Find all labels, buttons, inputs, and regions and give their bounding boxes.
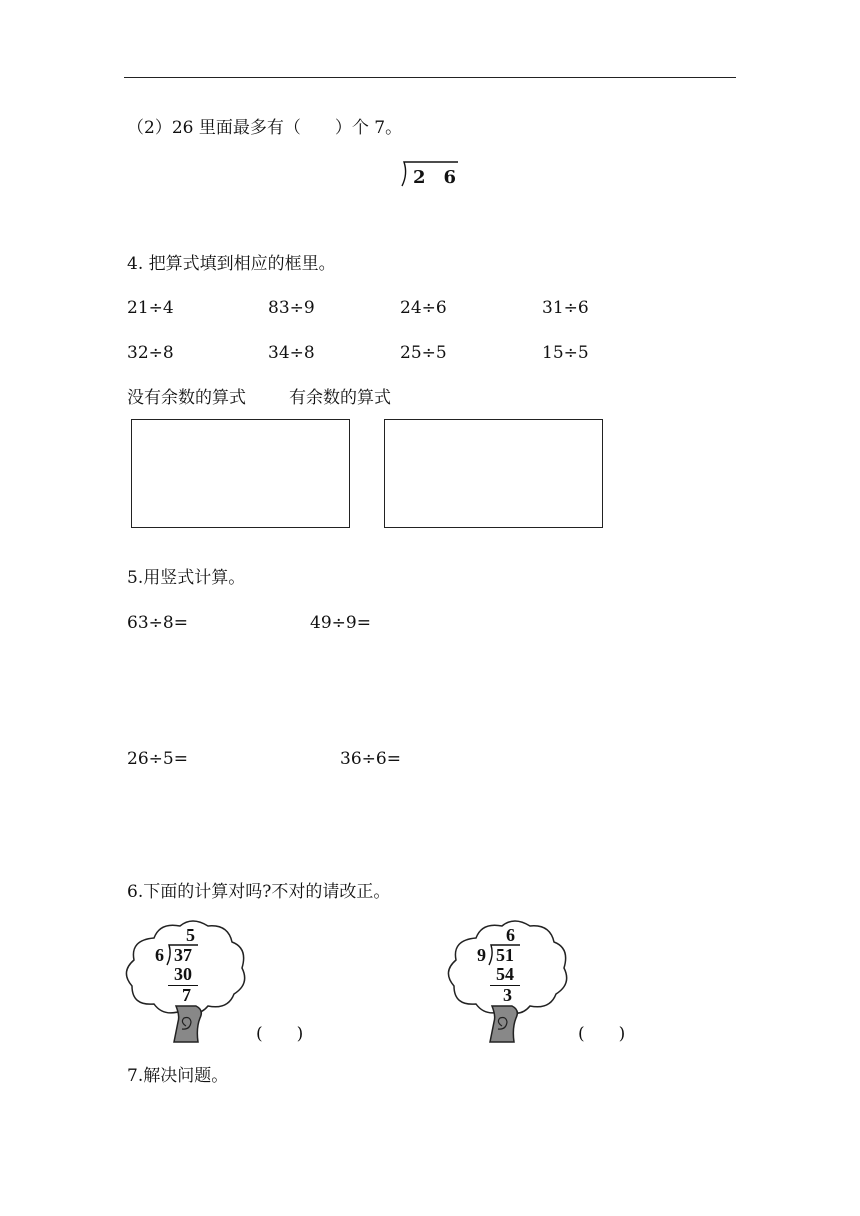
q6-title: 6.下面的计算对吗?不对的请改正。 [127,882,391,902]
expr: 21÷4 [127,298,174,318]
quotient: 6 [506,925,515,945]
divisor: 9 [477,945,486,965]
quotient: 5 [186,925,195,945]
dividend: 37 [174,945,192,965]
expr: 31÷6 [542,298,589,318]
product: 30 [174,964,192,984]
box-label-no-remainder: 没有余数的算式 [127,388,246,408]
q4-title: 4. 把算式填到相应的框里。 [127,254,336,274]
problem: 63÷8= [127,613,188,633]
expr: 83÷9 [268,298,315,318]
header-rule [124,77,736,78]
division-dividend: 2 6 [413,167,457,188]
problem: 49÷9= [310,613,371,633]
problem: 26÷5= [127,749,188,769]
expr: 24÷6 [400,298,447,318]
remainder: 7 [182,985,191,1005]
answer-blank-left[interactable]: ( ) [256,1024,304,1044]
box-label-with-remainder: 有余数的算式 [289,388,391,408]
dividend: 51 [496,945,514,965]
expr: 25÷5 [400,343,447,363]
problem: 36÷6= [340,749,401,769]
q5-title: 5.用竖式计算。 [127,568,246,588]
expr: 34÷8 [268,343,315,363]
product: 54 [496,964,514,984]
divisor: 6 [155,945,164,965]
answer-box-with-remainder[interactable] [384,419,603,528]
answer-box-no-remainder[interactable] [131,419,350,528]
answer-blank-right[interactable]: ( ) [578,1024,626,1044]
q3-part2-text: （2）26 里面最多有（ ）个 7。 [127,118,403,138]
expr: 32÷8 [127,343,174,363]
remainder: 3 [503,985,512,1005]
q7-title: 7.解决问题。 [127,1066,229,1086]
expr: 15÷5 [542,343,589,363]
